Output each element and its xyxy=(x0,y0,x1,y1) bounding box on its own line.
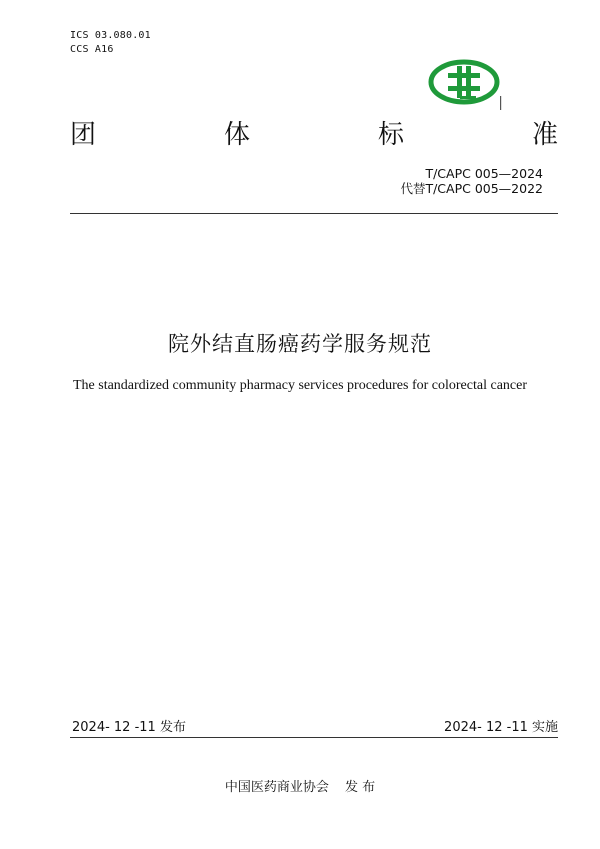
heading-char: 准 xyxy=(531,119,558,150)
standard-number-block xyxy=(400,166,543,196)
standard-type-heading xyxy=(70,114,558,150)
ics-code: ICS 03.080.01 xyxy=(70,30,151,41)
publisher-line xyxy=(0,776,600,795)
standard-number: T/CAPC 005—2024 xyxy=(425,166,543,181)
heading-char: 体 xyxy=(223,119,250,150)
heading-char: 团 xyxy=(70,119,97,150)
publisher-action: 发 布 xyxy=(345,780,376,795)
bottom-divider xyxy=(70,737,558,738)
classification-codes xyxy=(70,29,151,57)
capc-logo-icon xyxy=(426,56,506,112)
top-divider xyxy=(70,213,558,214)
ccs-code: CCS A16 xyxy=(70,44,114,55)
heading-char: 标 xyxy=(377,119,404,150)
implement-date: 2024- 12 -11 实施 xyxy=(444,720,558,735)
publish-date: 2024- 12 -11 发布 xyxy=(72,720,186,735)
replaced-standard: 代替T/CAPC 005—2022 xyxy=(400,181,543,196)
document-title-cn: 院外结直肠癌药学服务规范 xyxy=(168,332,432,356)
publisher-name: 中国医药商业协会 xyxy=(224,780,329,795)
document-title-en: The standardized community pharmacy services procedures for colorectal cancer xyxy=(72,378,527,393)
